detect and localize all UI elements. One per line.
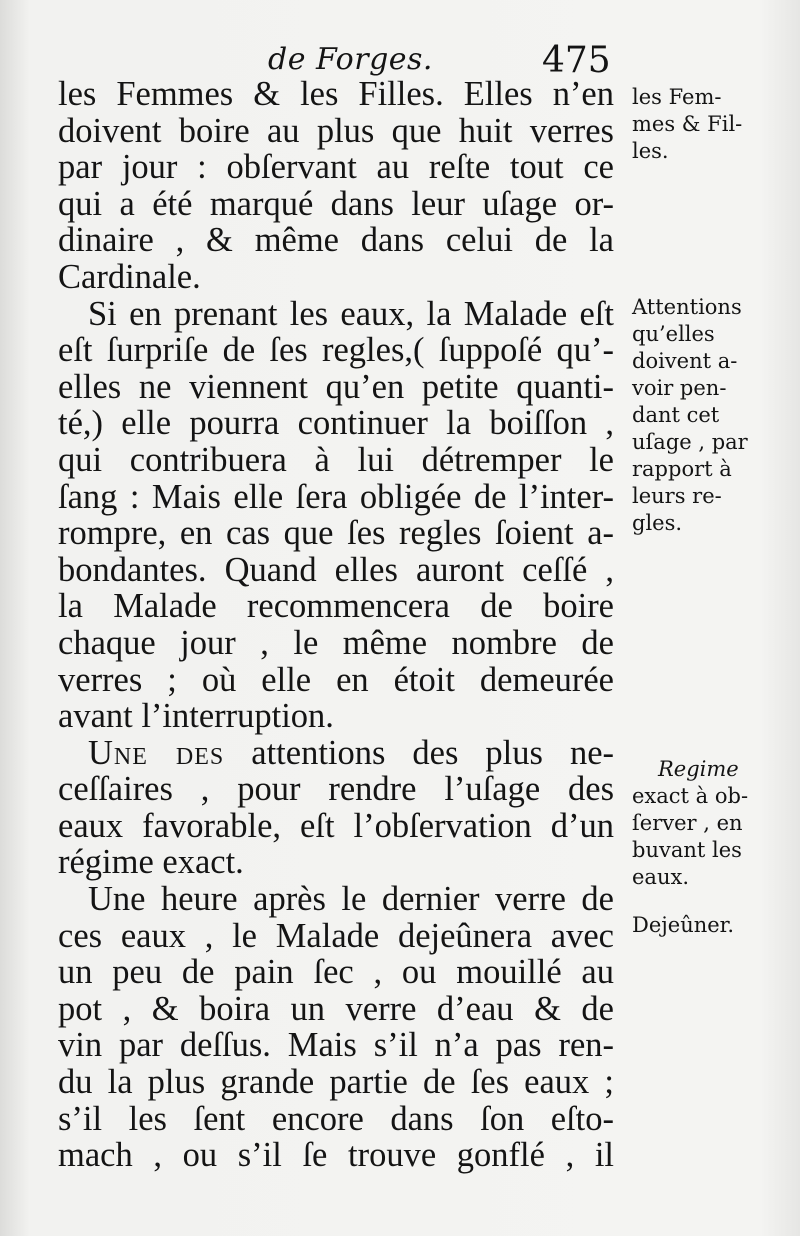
text-line: du la plus grande partie de ſes eaux ;: [58, 1063, 614, 1102]
text-line: s’il les ſent encore dans ſon eſto-: [58, 1099, 614, 1138]
text-line: Cardinale.: [58, 257, 201, 296]
text-line: les Femmes & les Filles. Elles n’en: [58, 75, 614, 113]
text-line: té,) elle pourra continuer la boiſſon ,: [58, 404, 614, 443]
text-line: ceſſaires , pour rendre l’uſage des: [58, 770, 614, 809]
text-line: pot , & boira un verre d’eau & de: [58, 989, 614, 1028]
text-line: doivent boire au plus que huit verres: [58, 111, 614, 150]
text-line: ſang : Mais elle ſera obligée de l’inter-: [58, 477, 614, 516]
paragraph-start-line: Si en prenant les eaux, la Malade eſt: [88, 294, 614, 333]
text-line: eſt ſurpriſe de ſes regles,( ſuppoſé qu’-: [58, 331, 614, 370]
text-line: vin par deſſus. Mais s’il n’a pas ren-: [58, 1026, 614, 1065]
running-head: de Forges.: [268, 42, 433, 77]
text-line: mach , ou s’il ſe trouve gonflé , il: [58, 1136, 614, 1175]
paragraph-start-line: Une des attentions des plus ne-: [88, 733, 614, 772]
margin-note-attentions: Attentions qu’elles doivent a- voir pen- dant cet uſage , par rapport à leurs re- gles.: [632, 295, 748, 535]
text-line: verres ; où elle en étoit demeurée: [58, 660, 614, 699]
main-text-column: [58, 76, 614, 1174]
text-line: un peu de pain ſec , ou mouillé au: [58, 953, 614, 992]
text-line: qui a été marqué dans leur uſage or-: [58, 184, 614, 223]
text-line: régime exact.: [58, 843, 244, 882]
page-number: 475: [542, 40, 611, 81]
text-line: la Malade recommencera de boire: [58, 587, 614, 626]
text-line: rompre, en cas que ſes regles ſoient a-: [58, 514, 614, 553]
margin-note-breakfast: Dejeûner.: [632, 913, 735, 937]
text-line: avant l’interruption.: [58, 697, 334, 736]
margin-note-women: les Fem- mes & Fil- les.: [632, 85, 743, 163]
paragraph-start-line: Une heure après le dernier verre de: [88, 880, 614, 919]
text-line: eaux favorable, eſt l’obſervation d’un: [58, 806, 614, 845]
margin-note-regime: Regime exact à ob- ſerver , en buvant les eaux.: [632, 757, 749, 889]
text-line: qui contribuera à lui détremper le: [58, 440, 614, 479]
text-line: elles ne viennent qu’en petite quanti-: [58, 367, 614, 406]
text-line: bondantes. Quand elles auront ceſſé ,: [58, 550, 614, 589]
text-line: chaque jour , le même nombre de: [58, 623, 614, 662]
text-line: ces eaux , le Malade dejeûnera avec: [58, 916, 614, 955]
text-line: par jour : obſervant au reſte tout ce: [58, 148, 614, 187]
text-line: dinaire , & même dans celui de la: [58, 221, 614, 260]
small-caps-opening: Une des: [88, 733, 225, 772]
